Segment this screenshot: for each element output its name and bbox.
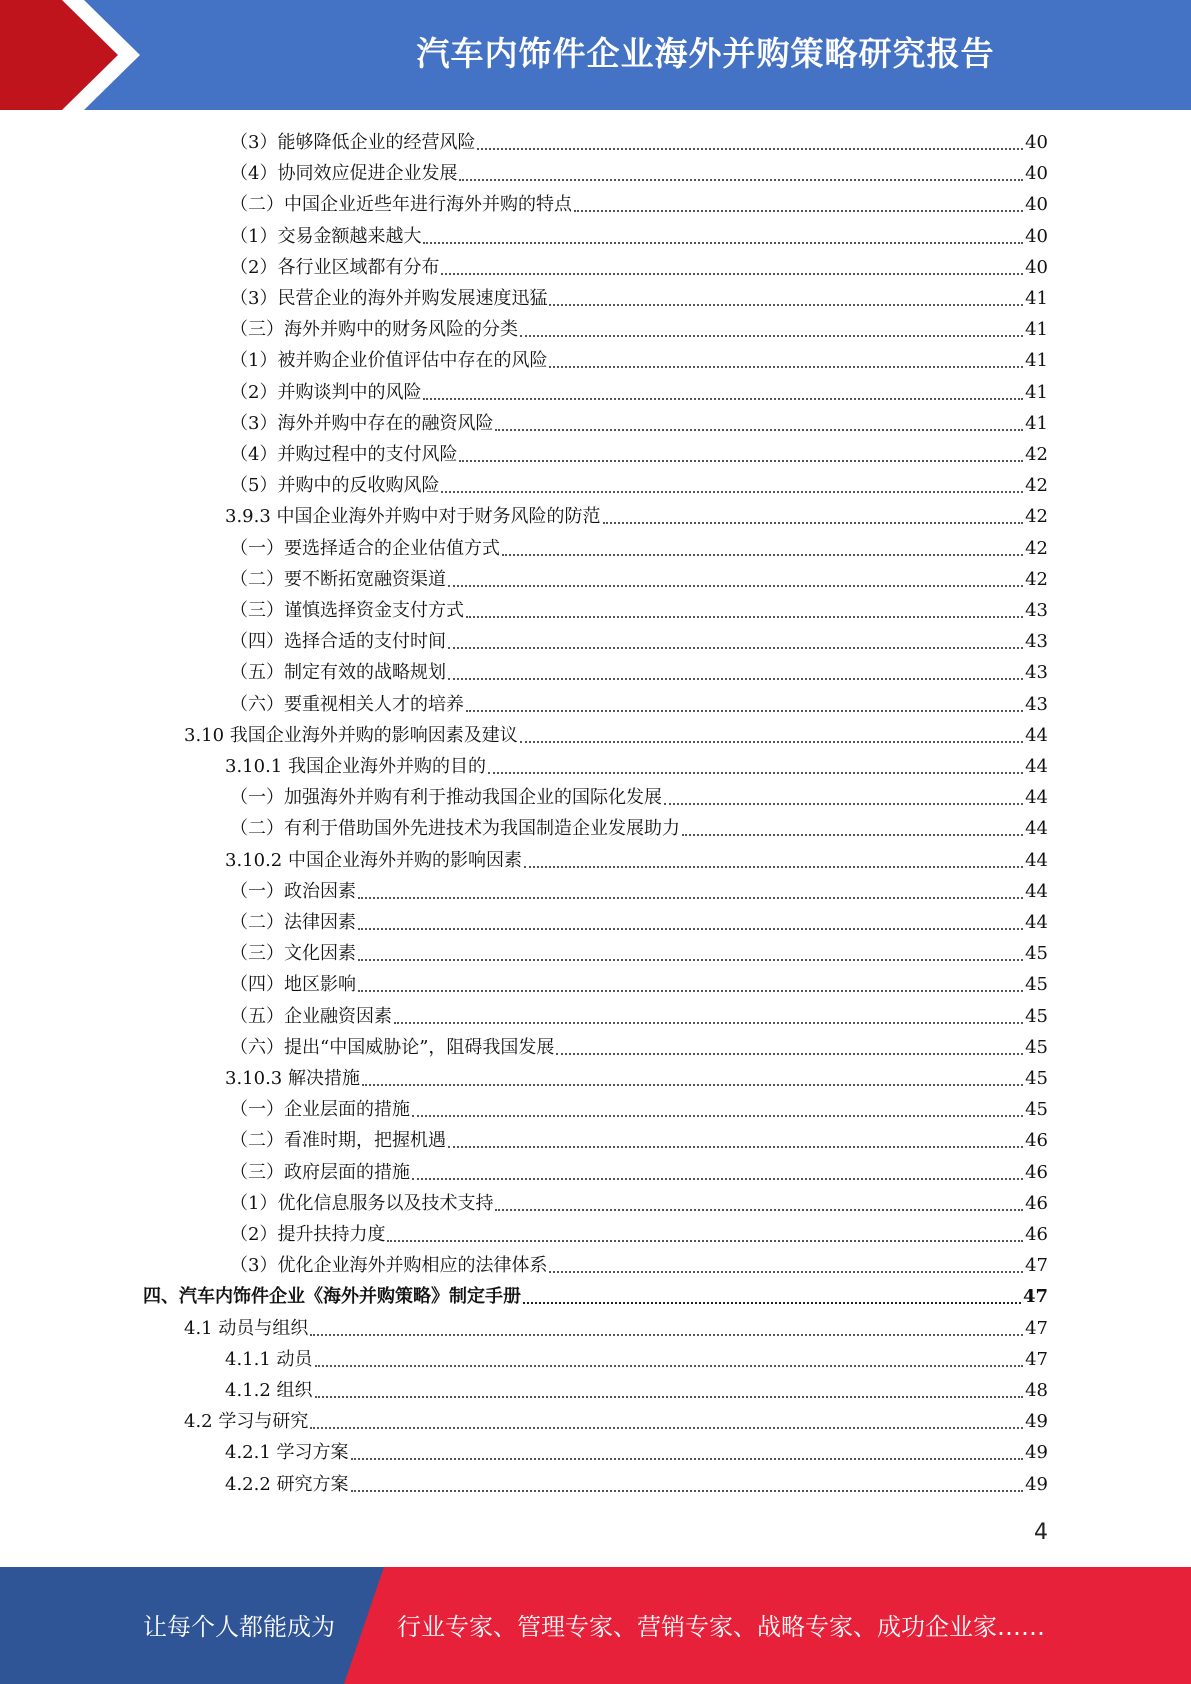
toc-entry[interactable] [230, 657, 1048, 688]
toc-dot-leader [603, 521, 1024, 524]
toc-entry[interactable] [230, 907, 1048, 938]
toc-entry-page: 47 [1025, 1255, 1048, 1277]
toc-entry[interactable] [230, 314, 1048, 345]
toc-entry[interactable] [225, 1469, 1048, 1500]
toc-dot-leader [394, 1021, 1023, 1024]
toc-entry-label: （一）要选择适合的企业估值方式 [230, 537, 500, 559]
toc-dot-leader [441, 272, 1023, 275]
toc-entry-page: 41 [1025, 319, 1048, 341]
toc-dot-leader [682, 833, 1023, 836]
toc-entry[interactable] [230, 283, 1048, 314]
toc-entry[interactable] [230, 1001, 1048, 1032]
toc-entry-label: （三）谨慎选择资金支付方式 [230, 600, 464, 621]
toc-entry-label: （二）有利于借助国外先进技术为我国制造企业发展助力 [230, 818, 680, 840]
toc-entry[interactable] [230, 876, 1048, 907]
toc-entry-label: 4.2 学习与研究 [184, 1411, 309, 1433]
toc-dot-leader [495, 1208, 1023, 1211]
toc-entry-page: 46 [1025, 1130, 1048, 1152]
toc-entry-label: （3）能够降低企业的经营风险 [230, 132, 476, 153]
toc-entry-label: （二）法律因素 [230, 912, 356, 933]
toc-dot-leader [423, 397, 1023, 400]
toc-dot-leader [664, 802, 1023, 805]
toc-entry-page: 44 [1025, 880, 1048, 902]
toc-entry[interactable] [230, 595, 1048, 626]
toc-entry-page: 45 [1025, 1099, 1048, 1121]
toc-entry-label: （二）中国企业近些年进行海外并购的特点 [230, 194, 572, 216]
toc-entry[interactable] [230, 1219, 1048, 1250]
toc-dot-leader [358, 958, 1023, 961]
toc-entry-label: （三）政府层面的措施 [230, 1161, 410, 1183]
toc-dot-leader [466, 709, 1023, 712]
toc-entry-page: 47 [1025, 1317, 1048, 1339]
toc-entry-label: （5）并购中的反收购风险 [230, 475, 440, 497]
toc-entry-page: 42 [1025, 506, 1048, 528]
toc-entry-label: （四）地区影响 [230, 974, 356, 996]
toc-entry-label: （3）海外并购中存在的融资风险 [230, 412, 494, 434]
toc-entry-label: （一）加强海外并购有利于推动我国企业的国际化发展 [230, 787, 662, 809]
toc-entry[interactable] [230, 1125, 1048, 1156]
toc-entry[interactable] [230, 439, 1048, 470]
toc-entry[interactable] [230, 470, 1048, 501]
toc-entry-label: （1）被并购企业价值评估中存在的风险 [230, 350, 548, 372]
toc-entry-page: 43 [1025, 693, 1048, 715]
toc-entry-page: 44 [1025, 818, 1048, 840]
toc-entry-page: 40 [1025, 225, 1048, 247]
toc-dot-leader [520, 740, 1023, 743]
toc-entry-label: 3.9.3 中国企业海外并购中对于财务风险的防范 [225, 506, 601, 528]
toc-dot-leader [459, 178, 1023, 181]
toc-entry-page: 41 [1025, 381, 1048, 403]
toc-entry-page: 45 [1025, 1005, 1048, 1027]
toc-entry-page: 46 [1025, 1192, 1048, 1214]
toc-entry-label: （4）并购过程中的支付风险 [230, 444, 458, 465]
toc-entry[interactable] [230, 813, 1048, 844]
toc-dot-leader [549, 365, 1023, 368]
toc-entry[interactable] [230, 221, 1048, 252]
toc-dot-leader [387, 1239, 1023, 1242]
toc-dot-leader [524, 865, 1023, 868]
toc-entry[interactable] [230, 564, 1048, 595]
toc-entry[interactable] [230, 1250, 1048, 1281]
toc-dot-leader [315, 1395, 1024, 1398]
toc-dot-leader [351, 1489, 1024, 1492]
toc-entry-label: 3.10.1 我国企业海外并购的目的 [225, 756, 486, 777]
toc-entry-label: 4.2.1 学习方案 [225, 1442, 349, 1464]
toc-dot-leader [358, 896, 1023, 899]
toc-entry-label: 4.1.2 组织 [225, 1380, 313, 1401]
toc-entry[interactable] [230, 408, 1048, 439]
toc-entry-page: 47 [1022, 1286, 1048, 1308]
report-title: 汽车内饰件企业海外并购策略研究报告 [416, 34, 995, 73]
toc-dot-leader [351, 1457, 1024, 1460]
toc-entry-label: 四、汽车内饰件企业《海外并购策略》制定手册 [143, 1286, 521, 1308]
toc-entry-label: （4）协同效应促进企业发展 [230, 163, 458, 185]
toc-dot-leader [310, 1333, 1023, 1336]
toc-entry[interactable] [225, 1375, 1048, 1406]
toc-dot-leader [310, 1426, 1023, 1429]
toc-dot-leader [362, 1083, 1023, 1086]
toc-dot-leader [523, 1301, 1021, 1304]
toc-entry-page: 42 [1025, 568, 1048, 590]
toc-entry[interactable] [230, 782, 1048, 813]
toc-entry-label: 3.10 我国企业海外并购的影响因素及建议 [184, 724, 518, 746]
toc-entry-label: （一）政治因素 [230, 880, 356, 902]
toc-entry[interactable] [230, 969, 1048, 1000]
footer-slogan-right: 行业专家、管理专家、营销专家、战略专家、成功企业家…… [397, 1613, 1045, 1641]
toc-entry[interactable] [230, 533, 1048, 564]
toc-entry[interactable] [230, 252, 1048, 283]
toc-entry-page: 44 [1025, 912, 1048, 933]
toc-entry-page: 46 [1025, 1161, 1048, 1183]
toc-entry[interactable] [230, 938, 1048, 969]
toc-entry-label: 4.2.2 研究方案 [225, 1473, 349, 1495]
toc-dot-leader [520, 334, 1023, 337]
toc-entry-page: 40 [1025, 256, 1048, 278]
toc-dot-leader [448, 646, 1023, 649]
toc-entry-label: （四）选择合适的支付时间 [230, 631, 446, 653]
toc-entry-label: （五）制定有效的战略规划 [230, 662, 446, 684]
toc-entry-page: 40 [1025, 163, 1048, 185]
toc-entry[interactable] [225, 751, 1048, 782]
toc-entry-page: 49 [1025, 1411, 1048, 1433]
toc-entry[interactable] [230, 1094, 1048, 1125]
toc-entry-label: （2）并购谈判中的风险 [230, 381, 422, 403]
toc-dot-leader [549, 1270, 1023, 1273]
page-footer [0, 1567, 1191, 1684]
page-header [0, 0, 1191, 110]
toc-dot-leader [423, 241, 1023, 244]
toc-entry-page: 41 [1025, 288, 1048, 309]
toc-entry-page: 45 [1025, 974, 1048, 996]
toc-dot-leader [448, 677, 1023, 680]
toc-entry[interactable] [230, 1032, 1048, 1063]
toc-dot-leader [315, 1364, 1024, 1367]
toc-entry-page: 40 [1025, 194, 1048, 216]
toc-entry-page: 44 [1025, 724, 1048, 746]
toc-entry[interactable] [230, 1188, 1048, 1219]
toc-dot-leader [459, 459, 1023, 462]
toc-entry-page: 44 [1025, 849, 1048, 871]
toc-entry-page: 41 [1025, 350, 1048, 372]
toc-entry-page: 49 [1025, 1442, 1048, 1464]
toc-entry[interactable] [230, 189, 1048, 220]
toc-dot-leader [495, 428, 1023, 431]
toc-entry-label: （三）文化因素 [230, 943, 356, 965]
toc-entry[interactable] [230, 626, 1048, 657]
toc-entry[interactable] [225, 1437, 1048, 1468]
toc-entry[interactable] [184, 1313, 1048, 1344]
toc-entry[interactable] [184, 720, 1048, 751]
toc-entry-label: （2）各行业区域都有分布 [230, 256, 440, 278]
toc-entry-page: 43 [1025, 631, 1048, 653]
toc-entry-page: 46 [1025, 1224, 1048, 1245]
toc-dot-leader [574, 209, 1023, 212]
toc-dot-leader [412, 1177, 1023, 1180]
toc-entry[interactable] [230, 1157, 1048, 1188]
toc-entry[interactable] [143, 1281, 1048, 1312]
toc-dot-leader [488, 771, 1023, 774]
toc-entry[interactable] [230, 377, 1048, 408]
toc-dot-leader [549, 303, 1023, 306]
toc-dot-leader [358, 927, 1023, 930]
toc-entry[interactable] [184, 1406, 1048, 1437]
toc-entry-label: （六）提出“中国威胁论”，阻碍我国发展 [230, 1036, 555, 1058]
toc-entry-label: （3）优化企业海外并购相应的法律体系 [230, 1255, 548, 1277]
toc-entry-page: 44 [1025, 787, 1048, 809]
toc-entry[interactable] [225, 501, 1048, 532]
toc-entry[interactable] [230, 158, 1048, 189]
page-number: 4 [1034, 1520, 1048, 1545]
toc-entry[interactable] [230, 345, 1048, 376]
toc-entry-label: （1）优化信息服务以及技术支持 [230, 1192, 494, 1214]
toc-entry-label: 3.10.2 中国企业海外并购的影响因素 [225, 849, 522, 871]
toc-entry[interactable] [230, 689, 1048, 720]
toc-entry-label: （2）提升扶持力度 [230, 1224, 386, 1245]
toc-entry-page: 45 [1025, 1036, 1048, 1058]
toc-dot-leader [358, 989, 1023, 992]
toc-entry[interactable] [230, 127, 1048, 158]
toc-entry-page: 45 [1025, 943, 1048, 965]
toc-entry-label: （1）交易金额越来越大 [230, 225, 422, 247]
toc-entry-label: （六）要重视相关人才的培养 [230, 693, 464, 715]
toc-entry-page: 44 [1025, 756, 1048, 777]
toc-entry-page: 42 [1025, 475, 1048, 497]
toc-entry[interactable] [225, 845, 1048, 876]
toc-entry-page: 41 [1025, 412, 1048, 434]
toc-entry-page: 42 [1025, 444, 1048, 465]
toc-entry-page: 43 [1025, 662, 1048, 684]
toc-entry-label: （一）企业层面的措施 [230, 1099, 410, 1121]
toc-dot-leader [448, 1145, 1023, 1148]
toc-dot-leader [441, 490, 1023, 493]
red-arrow-decoration [0, 0, 160, 110]
toc-dot-leader [477, 147, 1023, 150]
toc-entry-label: （五）企业融资因素 [230, 1005, 392, 1027]
toc-entry[interactable] [225, 1344, 1048, 1375]
toc-dot-leader [556, 1052, 1023, 1055]
toc-entry-page: 45 [1025, 1068, 1048, 1089]
toc-entry-label: 3.10.3 解决措施 [225, 1068, 360, 1089]
toc-entry-page: 40 [1025, 132, 1048, 153]
toc-entry-label: （三）海外并购中的财务风险的分类 [230, 319, 518, 341]
toc-dot-leader [466, 615, 1023, 618]
toc-entry-page: 48 [1025, 1380, 1048, 1401]
toc-dot-leader [502, 553, 1023, 556]
toc-entry-page: 43 [1025, 600, 1048, 621]
toc-entry-page: 49 [1025, 1473, 1048, 1495]
toc-entry-page: 42 [1025, 537, 1048, 559]
toc-entry-label: 4.1.1 动员 [225, 1348, 313, 1370]
toc-entry-label: 4.1 动员与组织 [184, 1317, 309, 1339]
toc-entry-label: （3）民营企业的海外并购发展速度迅猛 [230, 288, 548, 309]
toc-entry-label: （二）要不断拓宽融资渠道 [230, 568, 446, 590]
toc-dot-leader [412, 1114, 1023, 1117]
toc-dot-leader [448, 584, 1023, 587]
toc-entry[interactable] [225, 1063, 1048, 1094]
toc-entry-page: 47 [1025, 1348, 1048, 1370]
footer-slogan-left: 让每个人都能成为 [143, 1613, 335, 1641]
toc-entry-label: （二）看准时期，把握机遇 [230, 1130, 446, 1152]
